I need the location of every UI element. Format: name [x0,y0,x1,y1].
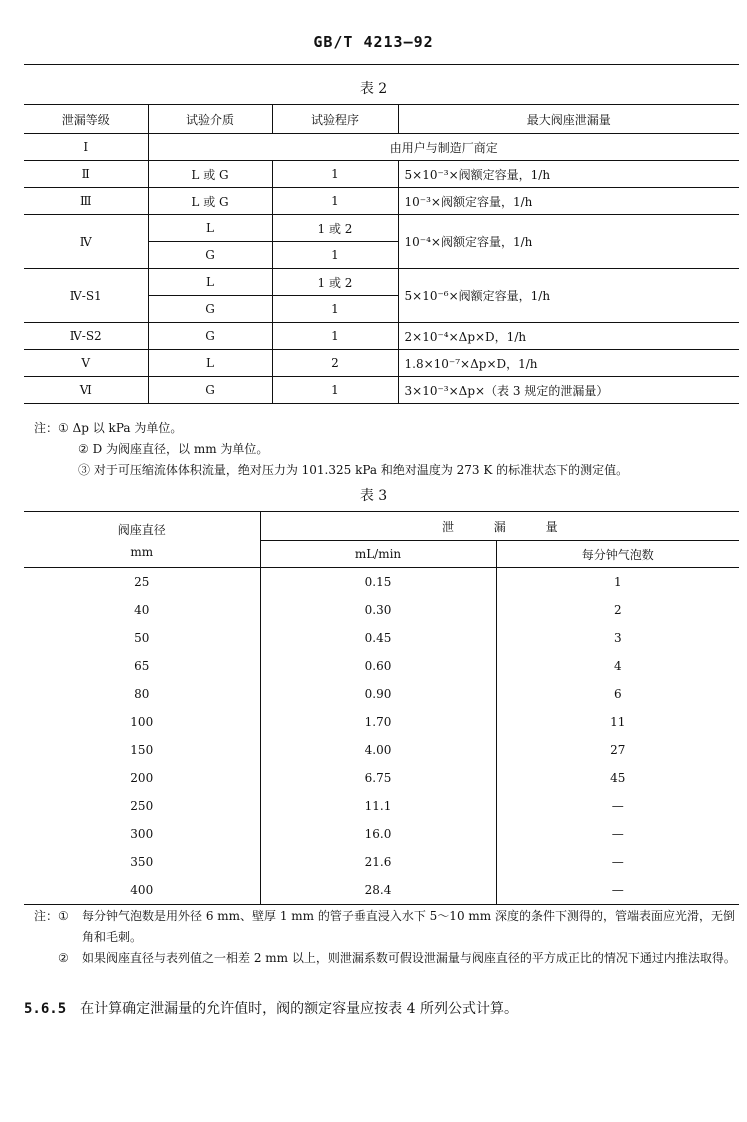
leakage-cell: 2×10⁻⁴×Δp×D，1/h [398,323,739,350]
grade-cell: Ⅲ [24,188,148,215]
table-row [24,680,739,708]
table2 [24,104,739,404]
bubbles-cell: 1 [496,568,739,597]
grade-cell: Ⅳ-S1 [24,269,148,323]
ml-cell: 6.75 [260,764,496,792]
col-header-medium: 试验介质 [148,105,272,134]
table-row [24,876,739,905]
ml-cell: 21.6 [260,848,496,876]
note-text: ① Δp 以 kPa 为单位。 [58,421,183,435]
bubbles-cell: 11 [496,708,739,736]
diameter-cell: 50 [134,631,150,645]
table-row [24,188,739,215]
grade-cell: Ⅱ [24,161,148,188]
ml-cell: 1.70 [260,708,496,736]
procedure-cell: 1 [272,242,398,269]
diameter-cell: 400 [24,876,260,905]
table-row [24,820,739,848]
diameter-cell: 200 [130,771,154,785]
col-header-leakage: 最大阀座泄漏量 [398,105,739,134]
medium-cell: L 或 G [148,161,272,188]
procedure-cell: 1 或 2 [272,269,398,296]
ml-cell: 0.15 [260,568,496,597]
medium-cell: L [148,350,272,377]
col-header-ml-min: mL/min [260,541,496,568]
header-rule [24,64,739,65]
col-group-leakage [260,512,739,541]
note-text: ③ 对于可压缩流体体积流量，绝对压力为 101.325 kPa 和绝对温度为 273 K 的标准状态下的测定值。 [78,463,629,477]
diameter-cell: 300 [130,827,154,841]
col-header-bubbles: 每分钟气泡数 [496,541,739,568]
table-row [24,624,739,652]
merged-cell: 由用户与制造厂商定 [148,134,739,161]
grade-cell: Ⅴ [24,350,148,377]
procedure-cell: 1 [272,161,398,188]
col-header-diameter [24,512,260,568]
leakage-cell: 5×10⁻³×阀额定容量，1/h [398,161,739,188]
note-number: ② [58,951,69,965]
table-row [24,377,739,404]
medium-cell: L 或 G [148,188,272,215]
diameter-cell: 65 [134,659,150,673]
procedure-cell: 2 [272,350,398,377]
table-row [24,736,739,764]
medium-cell: G [148,296,272,323]
leakage-cell: 1.8×10⁻⁷×Δp×D，1/h [398,350,739,377]
table3-notes [34,906,738,969]
bubbles-cell: 27 [496,736,739,764]
diameter-cell: 80 [134,687,150,701]
table-row [24,161,739,188]
table2-header-row [24,105,739,134]
table3-header-row [24,512,739,541]
procedure-cell: 1 或 2 [272,215,398,242]
table-row [24,215,739,242]
table-row [24,652,739,680]
medium-cell: G [148,377,272,404]
table3 [24,511,739,905]
medium-cell: G [148,242,272,269]
table2-notes [34,418,629,481]
procedure-cell: 1 [272,296,398,323]
table3-caption: 表 3 [359,488,388,504]
clause-number: 5.6.5 [24,1001,67,1017]
ml-cell: 0.30 [260,596,496,624]
note-text: 如果阀座直径与表列值之一相差 2 mm 以上，则泄漏系数可假设泄漏量与阀座直径的平方成正比的情况下通过内推法取得。 [82,951,736,965]
leakage-cell: 3×10⁻³×Δp×（表 3 规定的泄漏量） [398,377,739,404]
table-row [24,323,739,350]
bubbles-cell: 45 [496,764,739,792]
note-text: 每分钟气泡数是用外径 6 mm、壁厚 1 mm 的管子垂直浸入水下 5～10 mm 深度的条件下测得的，管端表面应光滑，无倒角和毛刺。 [82,909,735,944]
bubbles-cell: — [496,792,739,820]
ml-cell: 0.90 [260,680,496,708]
table-row [24,568,739,597]
leakage-cell: 10⁻³×阀额定容量，1/h [398,188,739,215]
leakage-cell: 10⁻⁴×阀额定容量，1/h [398,215,739,269]
ml-cell: 11.1 [260,792,496,820]
diameter-cell: 25 [134,575,150,589]
diameter-cell: 100 [130,715,154,729]
note-text: ② D 为阀座直径，以 mm 为单位。 [78,442,269,456]
bubbles-cell: 3 [496,624,739,652]
table-row [24,269,739,296]
note-number: ① [58,909,69,923]
diameter-label: 阀座直径 [117,522,166,537]
note-row [34,418,628,439]
leakage-cell: 5×10⁻⁶×阀额定容量，1/h [398,269,739,323]
bubbles-cell: 6 [496,680,739,708]
table2-caption: 表 2 [359,81,388,97]
table-row [24,708,739,736]
grade-cell: Ⅳ [24,215,148,269]
note-row [58,439,628,460]
bubbles-cell: 4 [496,652,739,680]
notes-label: 注： [34,909,59,923]
ml-cell: 16.0 [260,820,496,848]
grade-cell: Ⅵ [24,377,148,404]
table-row [24,792,739,820]
diameter-unit: mm [130,544,154,559]
table-row [24,764,739,792]
leakage-group-label: 泄 漏 量 [441,519,576,534]
medium-cell: L [148,269,272,296]
bubbles-cell: — [496,876,739,905]
diameter-cell: 250 [130,799,154,813]
note-paragraph [58,948,738,969]
col-header-grade: 泄漏等级 [24,105,148,134]
procedure-cell: 1 [272,323,398,350]
standard-number: GB/T 4213—92 [313,33,434,51]
diameter-cell: 40 [134,603,150,617]
ml-cell: 0.45 [260,624,496,652]
notes-label: 注： [34,421,59,435]
clause-5-6-5 [24,998,518,1018]
col-header-procedure: 试验程序 [272,105,398,134]
table-row [24,134,739,161]
ml-cell: 4.00 [260,736,496,764]
procedure-cell: 1 [272,188,398,215]
ml-cell: 0.60 [260,652,496,680]
medium-cell: L [148,215,272,242]
table-row [24,848,739,876]
note-paragraph [34,906,738,948]
bubbles-cell: — [496,820,739,848]
bubbles-cell: 2 [496,596,739,624]
note-row [58,460,628,481]
ml-cell: 28.4 [260,876,496,905]
grade-cell: Ⅳ-S2 [24,323,148,350]
procedure-cell: 1 [272,377,398,404]
diameter-cell: 150 [130,743,154,757]
table-row [24,350,739,377]
grade-cell: Ⅰ [24,134,148,161]
table-row [24,596,739,624]
bubbles-cell: — [496,848,739,876]
clause-text: 在计算确定泄漏量的允许值时，阀的额定容量应按表 4 所列公式计算。 [80,1001,518,1017]
diameter-cell: 350 [130,855,154,869]
medium-cell: G [148,323,272,350]
